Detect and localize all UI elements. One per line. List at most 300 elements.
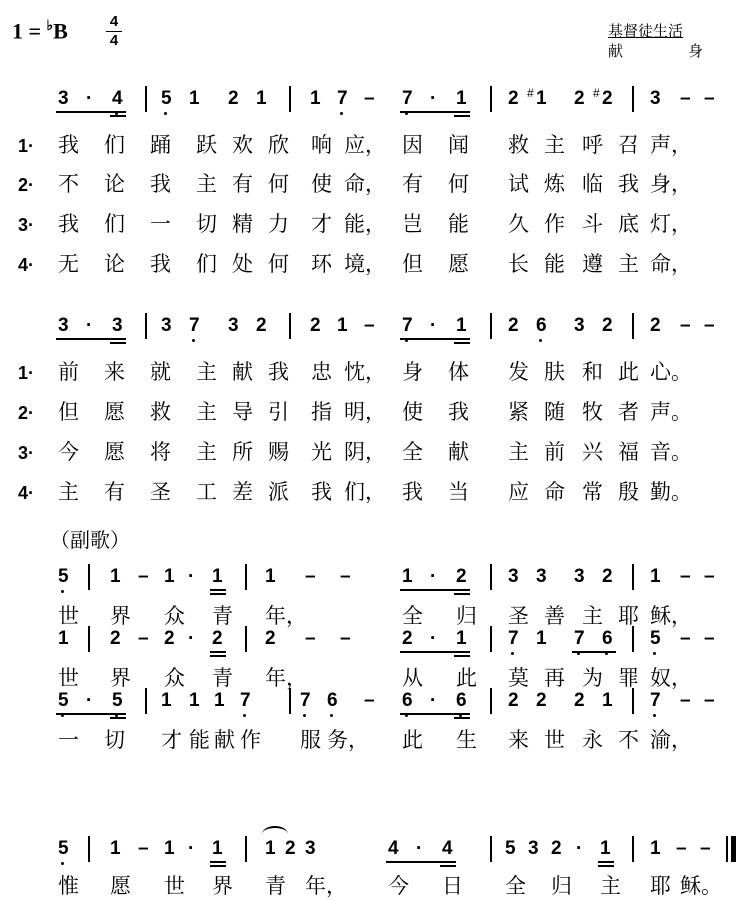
- beam-line: [110, 342, 126, 344]
- dot-mark: ·: [86, 88, 93, 109]
- verse-number: 3·: [18, 443, 35, 463]
- note: 1: [265, 838, 276, 859]
- time-signature: [104, 14, 124, 49]
- note: 5: [58, 566, 69, 587]
- lyric-char: 音。: [650, 441, 692, 464]
- lyric-char: 救: [508, 134, 529, 157]
- lyric-char: 心。: [650, 361, 692, 384]
- lyric-char: 日: [442, 875, 463, 898]
- lyric-char: 随: [544, 401, 565, 424]
- hold-dash: –: [704, 628, 715, 649]
- lyric-char: 论: [104, 173, 125, 196]
- lyric-char: 永: [582, 729, 603, 752]
- beam-line: [440, 865, 456, 867]
- lyric-char: 服: [300, 729, 321, 752]
- beam-line: [210, 655, 226, 657]
- lyric-char: 作: [240, 729, 261, 752]
- note: 2: [110, 628, 121, 649]
- lyric-char: 作: [544, 213, 565, 236]
- lyric-char: 献: [232, 361, 253, 384]
- dot-mark: ·: [430, 566, 437, 587]
- lyric-char: 今: [58, 441, 79, 464]
- note: 3: [58, 88, 69, 109]
- beam-line: [454, 115, 470, 117]
- lyric-char: 有: [232, 173, 253, 196]
- note: 1: [602, 690, 613, 711]
- lyric-char: 愿: [104, 441, 125, 464]
- hold-dash: –: [138, 838, 149, 859]
- lyric-char: 主: [618, 253, 639, 276]
- beam-line: [110, 717, 126, 719]
- note: 7: [300, 690, 311, 711]
- barline: [245, 564, 247, 590]
- lyric-char: 前: [544, 441, 565, 464]
- hold-dash: –: [700, 838, 711, 859]
- note: 3: [161, 315, 172, 336]
- beam-line: [454, 655, 470, 657]
- note: 2: [574, 88, 585, 109]
- lyric-char: 能: [544, 253, 565, 276]
- note: 7: [574, 628, 585, 649]
- beam-line: [56, 111, 126, 113]
- lyric-char: 灯，: [650, 213, 692, 236]
- lyric-char: 无: [58, 253, 79, 276]
- lyric-char: 稣，: [650, 605, 692, 628]
- verse-number: 2·: [18, 175, 35, 195]
- note: 1: [164, 838, 175, 859]
- note: 1: [212, 838, 223, 859]
- lyric-char: 精: [232, 213, 253, 236]
- beam-line: [210, 593, 226, 595]
- note: 2: [228, 88, 239, 109]
- note: 1: [189, 88, 200, 109]
- lyric-char: 使: [311, 173, 332, 196]
- lyric-char: 欢: [232, 134, 253, 157]
- note: 2: [551, 838, 562, 859]
- barline: [245, 836, 247, 862]
- dot-mark: ·: [430, 690, 437, 711]
- lyric-char: 我: [311, 481, 332, 504]
- note: 1: [456, 88, 467, 109]
- beam-line: [598, 865, 614, 867]
- barline: [490, 688, 492, 714]
- lyric-char: 渝，: [650, 729, 692, 752]
- lyric-char: 耶: [650, 875, 671, 898]
- lyric-char: 青: [212, 667, 233, 690]
- lyric-char: 主: [600, 875, 621, 898]
- lyric-char: 使: [402, 401, 423, 424]
- hold-dash: –: [704, 315, 715, 336]
- lyric-char: 忱，: [344, 361, 386, 384]
- lyric-char: 阴，: [344, 441, 386, 464]
- lyric-char: 牧: [582, 401, 603, 424]
- hold-dash: –: [704, 690, 715, 711]
- beam-line: [56, 713, 126, 715]
- lyric-char: 一: [150, 213, 171, 236]
- lyric-char: 愿: [110, 875, 131, 898]
- lyric-char: 众: [164, 605, 185, 628]
- barline: [632, 836, 634, 862]
- hold-dash: –: [340, 566, 351, 587]
- lyric-char: 年，: [265, 605, 307, 628]
- note: 5: [58, 838, 69, 859]
- lyric-char: 愿: [448, 253, 469, 276]
- beam-line: [386, 861, 456, 863]
- note: 3: [58, 315, 69, 336]
- note: 1 #: [536, 88, 547, 110]
- lyric-char: 界: [212, 875, 233, 898]
- section-label: 基督徒生活: [608, 22, 684, 40]
- lyric-char: 不: [58, 173, 79, 196]
- note: 3: [536, 566, 547, 587]
- note: 2: [508, 690, 519, 711]
- verse-number: 4·: [18, 483, 35, 503]
- lyric-char: 主: [582, 605, 603, 628]
- lyric-char: 兴: [582, 441, 603, 464]
- lyric-char: 能: [189, 729, 210, 752]
- lyric-char: 命: [544, 481, 565, 504]
- beam-line: [210, 861, 226, 863]
- lyric-char: 世: [164, 875, 185, 898]
- beam-line: [400, 111, 470, 113]
- barline: [88, 836, 90, 862]
- lyric-char: 主: [196, 173, 217, 196]
- lyric-char: 应: [508, 481, 529, 504]
- lyric-char: 献: [448, 441, 469, 464]
- note: 2: [285, 838, 296, 859]
- lyric-char: 炼: [544, 173, 565, 196]
- note: 4: [442, 838, 453, 859]
- lyric-char: 能: [448, 213, 469, 236]
- sharp-sign: #: [593, 86, 600, 100]
- note: 2: [602, 566, 613, 587]
- lyric-char: 众: [164, 667, 185, 690]
- lyric-char: 命，: [344, 173, 386, 196]
- lyric-char: 归: [551, 875, 572, 898]
- hold-dash: –: [364, 88, 375, 109]
- lyric-char: 们: [104, 134, 125, 157]
- lyric-char: 引: [268, 401, 289, 424]
- barline: [632, 313, 634, 339]
- lyric-char: 导: [232, 401, 253, 424]
- lyric-char: 年，: [265, 667, 307, 690]
- hold-dash: –: [340, 628, 351, 649]
- beam-line: [210, 865, 226, 867]
- hold-dash: –: [305, 628, 316, 649]
- note: 1: [536, 628, 547, 649]
- lyric-char: 临: [582, 173, 603, 196]
- lyric-char: 者: [618, 401, 639, 424]
- barline: [289, 86, 291, 112]
- lyric-char: 们: [196, 253, 217, 276]
- barline: [490, 564, 492, 590]
- lyric-char: 但: [58, 401, 79, 424]
- lyric-char: 我: [402, 481, 423, 504]
- lyric-char: 主: [58, 481, 79, 504]
- note: 2: [508, 315, 519, 336]
- lyric-char: 论: [104, 253, 125, 276]
- verse-number: 3·: [18, 215, 35, 235]
- verse-number: 2·: [18, 403, 35, 423]
- lyric-char: 指: [311, 401, 332, 424]
- note: 7: [402, 315, 413, 336]
- lyric-char: 世: [58, 667, 79, 690]
- lyric-char: 但: [402, 253, 423, 276]
- lyric-char: 就: [150, 361, 171, 384]
- lyric-char: 忠: [311, 361, 332, 384]
- hold-dash: –: [364, 690, 375, 711]
- note: 5: [650, 628, 661, 649]
- note: 2: [650, 315, 661, 336]
- lyric-char: 不: [618, 729, 639, 752]
- note: 2: [256, 315, 267, 336]
- beam-line: [454, 717, 470, 719]
- lyric-char: 何: [448, 173, 469, 196]
- lyric-char: 生: [456, 729, 477, 752]
- lyric-char: 此: [402, 729, 423, 752]
- lyric-char: 闻: [448, 134, 469, 157]
- lyric-char: 们，: [344, 481, 386, 504]
- beam-line: [400, 651, 470, 653]
- lyric-char: 耶: [618, 605, 639, 628]
- note: 5: [505, 838, 516, 859]
- hold-dash: –: [680, 690, 691, 711]
- lyric-char: 紧: [508, 401, 529, 424]
- lyric-char: 环: [311, 253, 332, 276]
- lyric-char: 为: [582, 667, 603, 690]
- lyric-char: 常: [582, 481, 603, 504]
- dot-mark: ·: [86, 315, 93, 336]
- note: 5: [161, 88, 172, 109]
- lyric-char: 主: [544, 134, 565, 157]
- barline: [88, 626, 90, 652]
- lyric-char: 惟: [58, 875, 79, 898]
- lyric-char: 所: [232, 441, 253, 464]
- beam-line: [598, 861, 614, 863]
- lyric-char: 主: [508, 441, 529, 464]
- note: 2 #: [602, 88, 613, 110]
- note: 1: [58, 628, 69, 649]
- note: 6: [327, 690, 338, 711]
- beam-line: [454, 593, 470, 595]
- hold-dash: –: [704, 566, 715, 587]
- barline: [490, 626, 492, 652]
- lyric-char: 切: [196, 213, 217, 236]
- note: 1: [214, 690, 225, 711]
- note: 1: [456, 315, 467, 336]
- meter-top: 4: [109, 13, 119, 30]
- lyric-char: 来: [104, 361, 125, 384]
- note: 2: [212, 628, 223, 649]
- lyric-char: 归: [456, 605, 477, 628]
- lyric-char: 稣。: [680, 875, 722, 898]
- dot-mark: ·: [188, 628, 195, 649]
- barline: [145, 313, 147, 339]
- lyric-char: 莫: [508, 667, 529, 690]
- lyric-char: 才: [311, 213, 332, 236]
- note: 2: [265, 628, 276, 649]
- lyric-char: 愿: [104, 401, 125, 424]
- lyric-char: 何: [268, 253, 289, 276]
- note: 4: [112, 88, 123, 109]
- note: 7: [189, 315, 200, 336]
- lyric-char: 呼: [582, 134, 603, 157]
- lyric-char: 声。: [650, 401, 692, 424]
- hold-dash: –: [305, 566, 316, 587]
- lyric-char: 工: [196, 481, 217, 504]
- lyric-char: 体: [448, 361, 469, 384]
- lyric-char: 将: [150, 441, 171, 464]
- lyric-char: 赐: [268, 441, 289, 464]
- lyric-char: 遵: [582, 253, 603, 276]
- lyric-char: 有: [104, 481, 125, 504]
- note: 1: [110, 566, 121, 587]
- lyric-char: 底: [618, 213, 639, 236]
- lyric-char: 圣: [508, 605, 529, 628]
- lyric-char: 当: [448, 481, 469, 504]
- note: 2: [456, 566, 467, 587]
- note: 3: [574, 566, 585, 587]
- lyric-char: 我: [268, 361, 289, 384]
- verse-number: 1·: [18, 136, 35, 156]
- dot-mark: ·: [430, 88, 437, 109]
- beam-line: [210, 651, 226, 653]
- barline: [490, 313, 492, 339]
- note: 4: [388, 838, 399, 859]
- lyric-char: 响: [311, 134, 332, 157]
- lyric-char: 召: [618, 134, 639, 157]
- note: 2: [536, 690, 547, 711]
- lyric-char: 殷: [618, 481, 639, 504]
- lyric-char: 主: [196, 401, 217, 424]
- lyric-char: 我: [150, 253, 171, 276]
- hold-dash: –: [704, 88, 715, 109]
- lyric-char: 来: [508, 729, 529, 752]
- note: 1: [650, 566, 661, 587]
- key-prefix: 1 =: [12, 18, 47, 44]
- dot-mark: ·: [86, 690, 93, 711]
- lyric-char: 全: [402, 605, 423, 628]
- lyric-char: 献: [214, 729, 235, 752]
- dot-mark: ·: [430, 315, 437, 336]
- beam-line: [572, 651, 616, 653]
- lyric-char: 福: [618, 441, 639, 464]
- lyric-char: 力: [268, 213, 289, 236]
- beam-line: [56, 338, 126, 340]
- lyric-char: 全: [402, 441, 423, 464]
- lyric-char: 身，: [650, 173, 692, 196]
- dot-mark: ·: [188, 566, 195, 587]
- lyric-char: 救: [150, 401, 171, 424]
- note: 7: [337, 88, 348, 109]
- lyric-char: 我: [448, 401, 469, 424]
- note: 1: [164, 566, 175, 587]
- lyric-char: 世: [544, 729, 565, 752]
- hold-dash: –: [364, 315, 375, 336]
- lyric-char: 世: [58, 605, 79, 628]
- beam-line: [210, 589, 226, 591]
- note: 2: [310, 315, 321, 336]
- note: 3: [305, 838, 316, 859]
- beam-line: [110, 115, 126, 117]
- hold-dash: –: [680, 566, 691, 587]
- note: 3: [508, 566, 519, 587]
- lyric-char: 欣: [268, 134, 289, 157]
- note: 3: [528, 838, 539, 859]
- note: 6: [536, 315, 547, 336]
- lyric-char: 我: [618, 173, 639, 196]
- lyric-char: 从: [402, 667, 423, 690]
- lyric-char: 明，: [344, 401, 386, 424]
- lyric-char: 善: [544, 605, 565, 628]
- lyric-char: 差: [232, 481, 253, 504]
- lyric-char: 因: [402, 134, 423, 157]
- note: 7: [402, 88, 413, 109]
- note: 1: [161, 690, 172, 711]
- note: 6: [602, 628, 613, 649]
- barline: [289, 313, 291, 339]
- barline: [88, 564, 90, 590]
- note: 1: [650, 838, 661, 859]
- chorus-label: （副歌）: [50, 528, 130, 552]
- beam-line: [400, 589, 470, 591]
- lyric-char: 境，: [344, 253, 386, 276]
- flat-sign: ♭: [46, 19, 54, 34]
- lyric-char: 应，: [344, 134, 386, 157]
- lyric-char: 试: [508, 173, 529, 196]
- lyric-char: 青: [212, 605, 233, 628]
- barline: [726, 836, 728, 862]
- lyric-char: 界: [110, 667, 131, 690]
- barline: [632, 86, 634, 112]
- lyric-char: 勤。: [650, 481, 692, 504]
- note: 5: [112, 690, 123, 711]
- lyric-char: 切: [104, 729, 125, 752]
- beam-line: [400, 338, 470, 340]
- note: 1: [212, 566, 223, 587]
- note: 1: [265, 566, 276, 587]
- lyric-char: 主: [196, 361, 217, 384]
- barline: [490, 836, 492, 862]
- lyric-char: 此: [456, 667, 477, 690]
- lyric-char: 青: [265, 875, 286, 898]
- lyric-char: 务，: [327, 729, 369, 752]
- lyric-char: 有: [402, 173, 423, 196]
- lyric-char: 前: [58, 361, 79, 384]
- barline: [145, 688, 147, 714]
- note: 3: [650, 88, 661, 109]
- barline: [632, 564, 634, 590]
- verse-number: 4·: [18, 255, 35, 275]
- dot-mark: ·: [416, 838, 423, 859]
- note: 7: [508, 628, 519, 649]
- lyric-char: 踊: [150, 134, 171, 157]
- dot-mark: ·: [576, 838, 583, 859]
- lyric-char: 我: [150, 173, 171, 196]
- lyric-char: 身: [402, 361, 423, 384]
- lyric-char: 罪: [618, 667, 639, 690]
- barline: [145, 86, 147, 112]
- key-signature: [12, 18, 68, 44]
- note: 7: [650, 690, 661, 711]
- hold-dash: –: [680, 88, 691, 109]
- note: 3: [228, 315, 239, 336]
- key-note: B: [53, 18, 68, 44]
- note: 1: [256, 88, 267, 109]
- lyric-char: 命，: [650, 253, 692, 276]
- lyric-char: 一: [58, 729, 79, 752]
- lyric-char: 奴，: [650, 667, 692, 690]
